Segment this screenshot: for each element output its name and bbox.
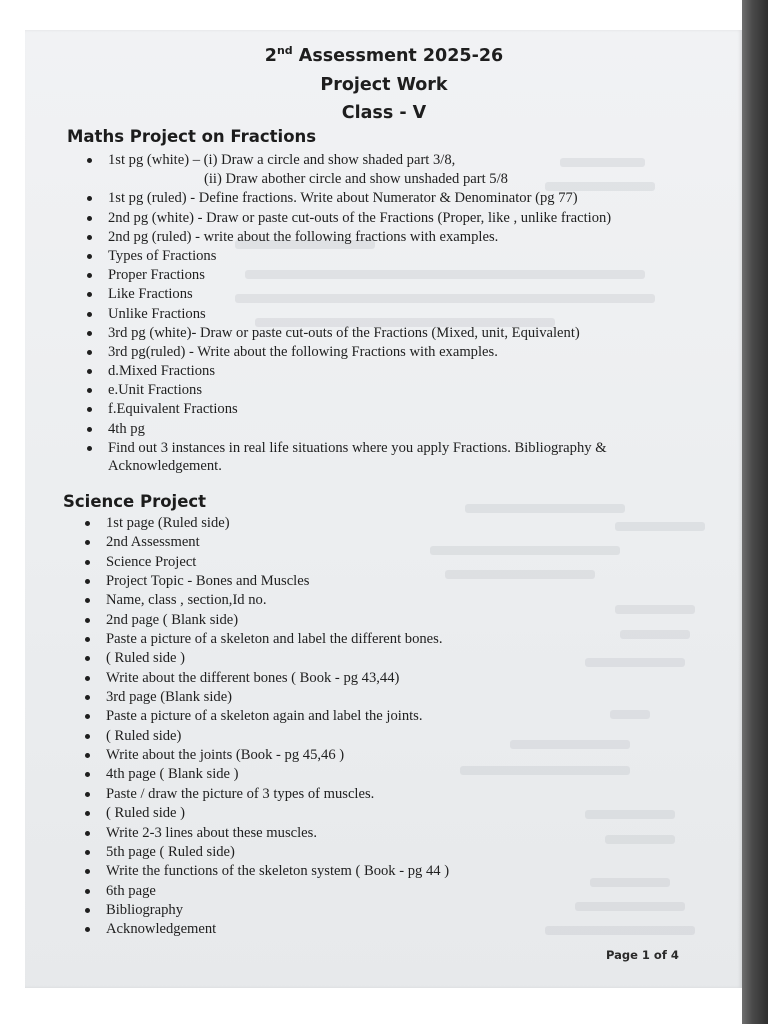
list-item: Types of Fractions (87, 247, 698, 266)
bleed-through-line (585, 658, 685, 667)
class-label: Class - V (341, 103, 427, 123)
bleed-through-line (620, 630, 690, 639)
list-item (87, 151, 698, 189)
list-item: Bibliography (85, 901, 449, 920)
page-number: Page 1 of 4 (606, 948, 679, 962)
bleed-through-line (510, 740, 630, 749)
list-item: Paste a picture of a skeleton again and label the joints. (85, 707, 449, 726)
list-item: Write about the different bones ( Book - pg 43,44) (85, 669, 449, 688)
science-section-heading: Science Project (63, 492, 207, 511)
bleed-through-line (460, 766, 630, 775)
list-item: Proper Fractions (87, 266, 698, 285)
list-item: Name, class , section,Id no. (85, 591, 449, 610)
bleed-through-line (610, 710, 650, 719)
list-item: Write about the joints (Book - pg 45,46 ) (85, 746, 449, 765)
title-ordinal-suffix: nd (276, 44, 293, 57)
assessment-title (0, 44, 768, 66)
list-item: 4th page ( Blank side ) (85, 765, 449, 784)
science-task-list (85, 514, 449, 940)
list-item: Science Project (85, 553, 449, 572)
list-item: Write 2-3 lines about these muscles. (85, 824, 449, 843)
maths-task-list (87, 151, 698, 477)
list-item: e.Unit Fractions (87, 381, 698, 400)
list-item: ( Ruled side ) (85, 649, 449, 668)
bleed-through-line (590, 878, 670, 887)
bleed-through-line (605, 835, 675, 844)
maths-section-heading: Maths Project on Fractions (67, 127, 317, 146)
list-item: ( Ruled side) (85, 727, 449, 746)
title-text: Assessment 2025-26 (292, 45, 504, 66)
list-item: 1st pg (ruled) - Define fractions. Write about Numerator & Denominator (pg 77) (87, 189, 698, 208)
title-number: 2 (264, 45, 277, 66)
bleed-through-line (445, 570, 595, 579)
list-item: 4th pg (87, 420, 698, 439)
list-item: ( Ruled side ) (85, 804, 449, 823)
list-item: Project Topic - Bones and Muscles (85, 572, 449, 591)
list-item: f.Equivalent Fractions (87, 400, 698, 419)
list-item: 6th page (85, 882, 449, 901)
bleed-through-line (545, 926, 695, 935)
list-item-line: (ii) Draw abother circle and show unshaded part 5/8 (204, 171, 508, 188)
list-item: 3rd pg (white)- Draw or paste cut-outs of the Fractions (Mixed, unit, Equivalent) (87, 324, 698, 343)
bleed-through-line (465, 504, 625, 513)
list-item: 2nd pg (white) - Draw or paste cut-outs of the Fractions (Proper, like , unlike fraction) (87, 209, 698, 228)
bleed-through-line (430, 546, 620, 555)
list-item: Paste / draw the picture of 3 types of muscles. (85, 785, 449, 804)
list-item-line: 1st pg (white) – (i) Draw a circle and show shaded part 3/8, (108, 152, 456, 168)
bleed-through-line (575, 902, 685, 911)
list-item: 3rd page (Blank side) (85, 688, 449, 707)
bleed-through-line (615, 522, 705, 531)
list-item: 5th page ( Ruled side) (85, 843, 449, 862)
list-item: d.Mixed Fractions (87, 362, 698, 381)
list-item: Unlike Fractions (87, 305, 698, 324)
background-edge (742, 0, 768, 1024)
list-item: Acknowledgement (85, 920, 449, 939)
list-item: Write the functions of the skeleton system ( Book - pg 44 ) (85, 862, 449, 881)
list-item: Paste a picture of a skeleton and label the different bones. (85, 630, 449, 649)
list-item: 3rd pg(ruled) - Write about the following Fractions with examples. (87, 343, 698, 362)
bleed-through-line (585, 810, 675, 819)
list-item: 1st page (Ruled side) (85, 514, 449, 533)
list-item: 2nd Assessment (85, 533, 449, 552)
list-item: 2nd page ( Blank side) (85, 611, 449, 630)
bleed-through-line (615, 605, 695, 614)
list-item: Like Fractions (87, 285, 698, 304)
project-work-subtitle: Project Work (320, 75, 448, 95)
list-item: 2nd pg (ruled) - write about the following fractions with examples. (87, 228, 698, 247)
list-item: Find out 3 instances in real life situations where you apply Fractions. Bibliography & Acknowledgement. (87, 439, 698, 477)
